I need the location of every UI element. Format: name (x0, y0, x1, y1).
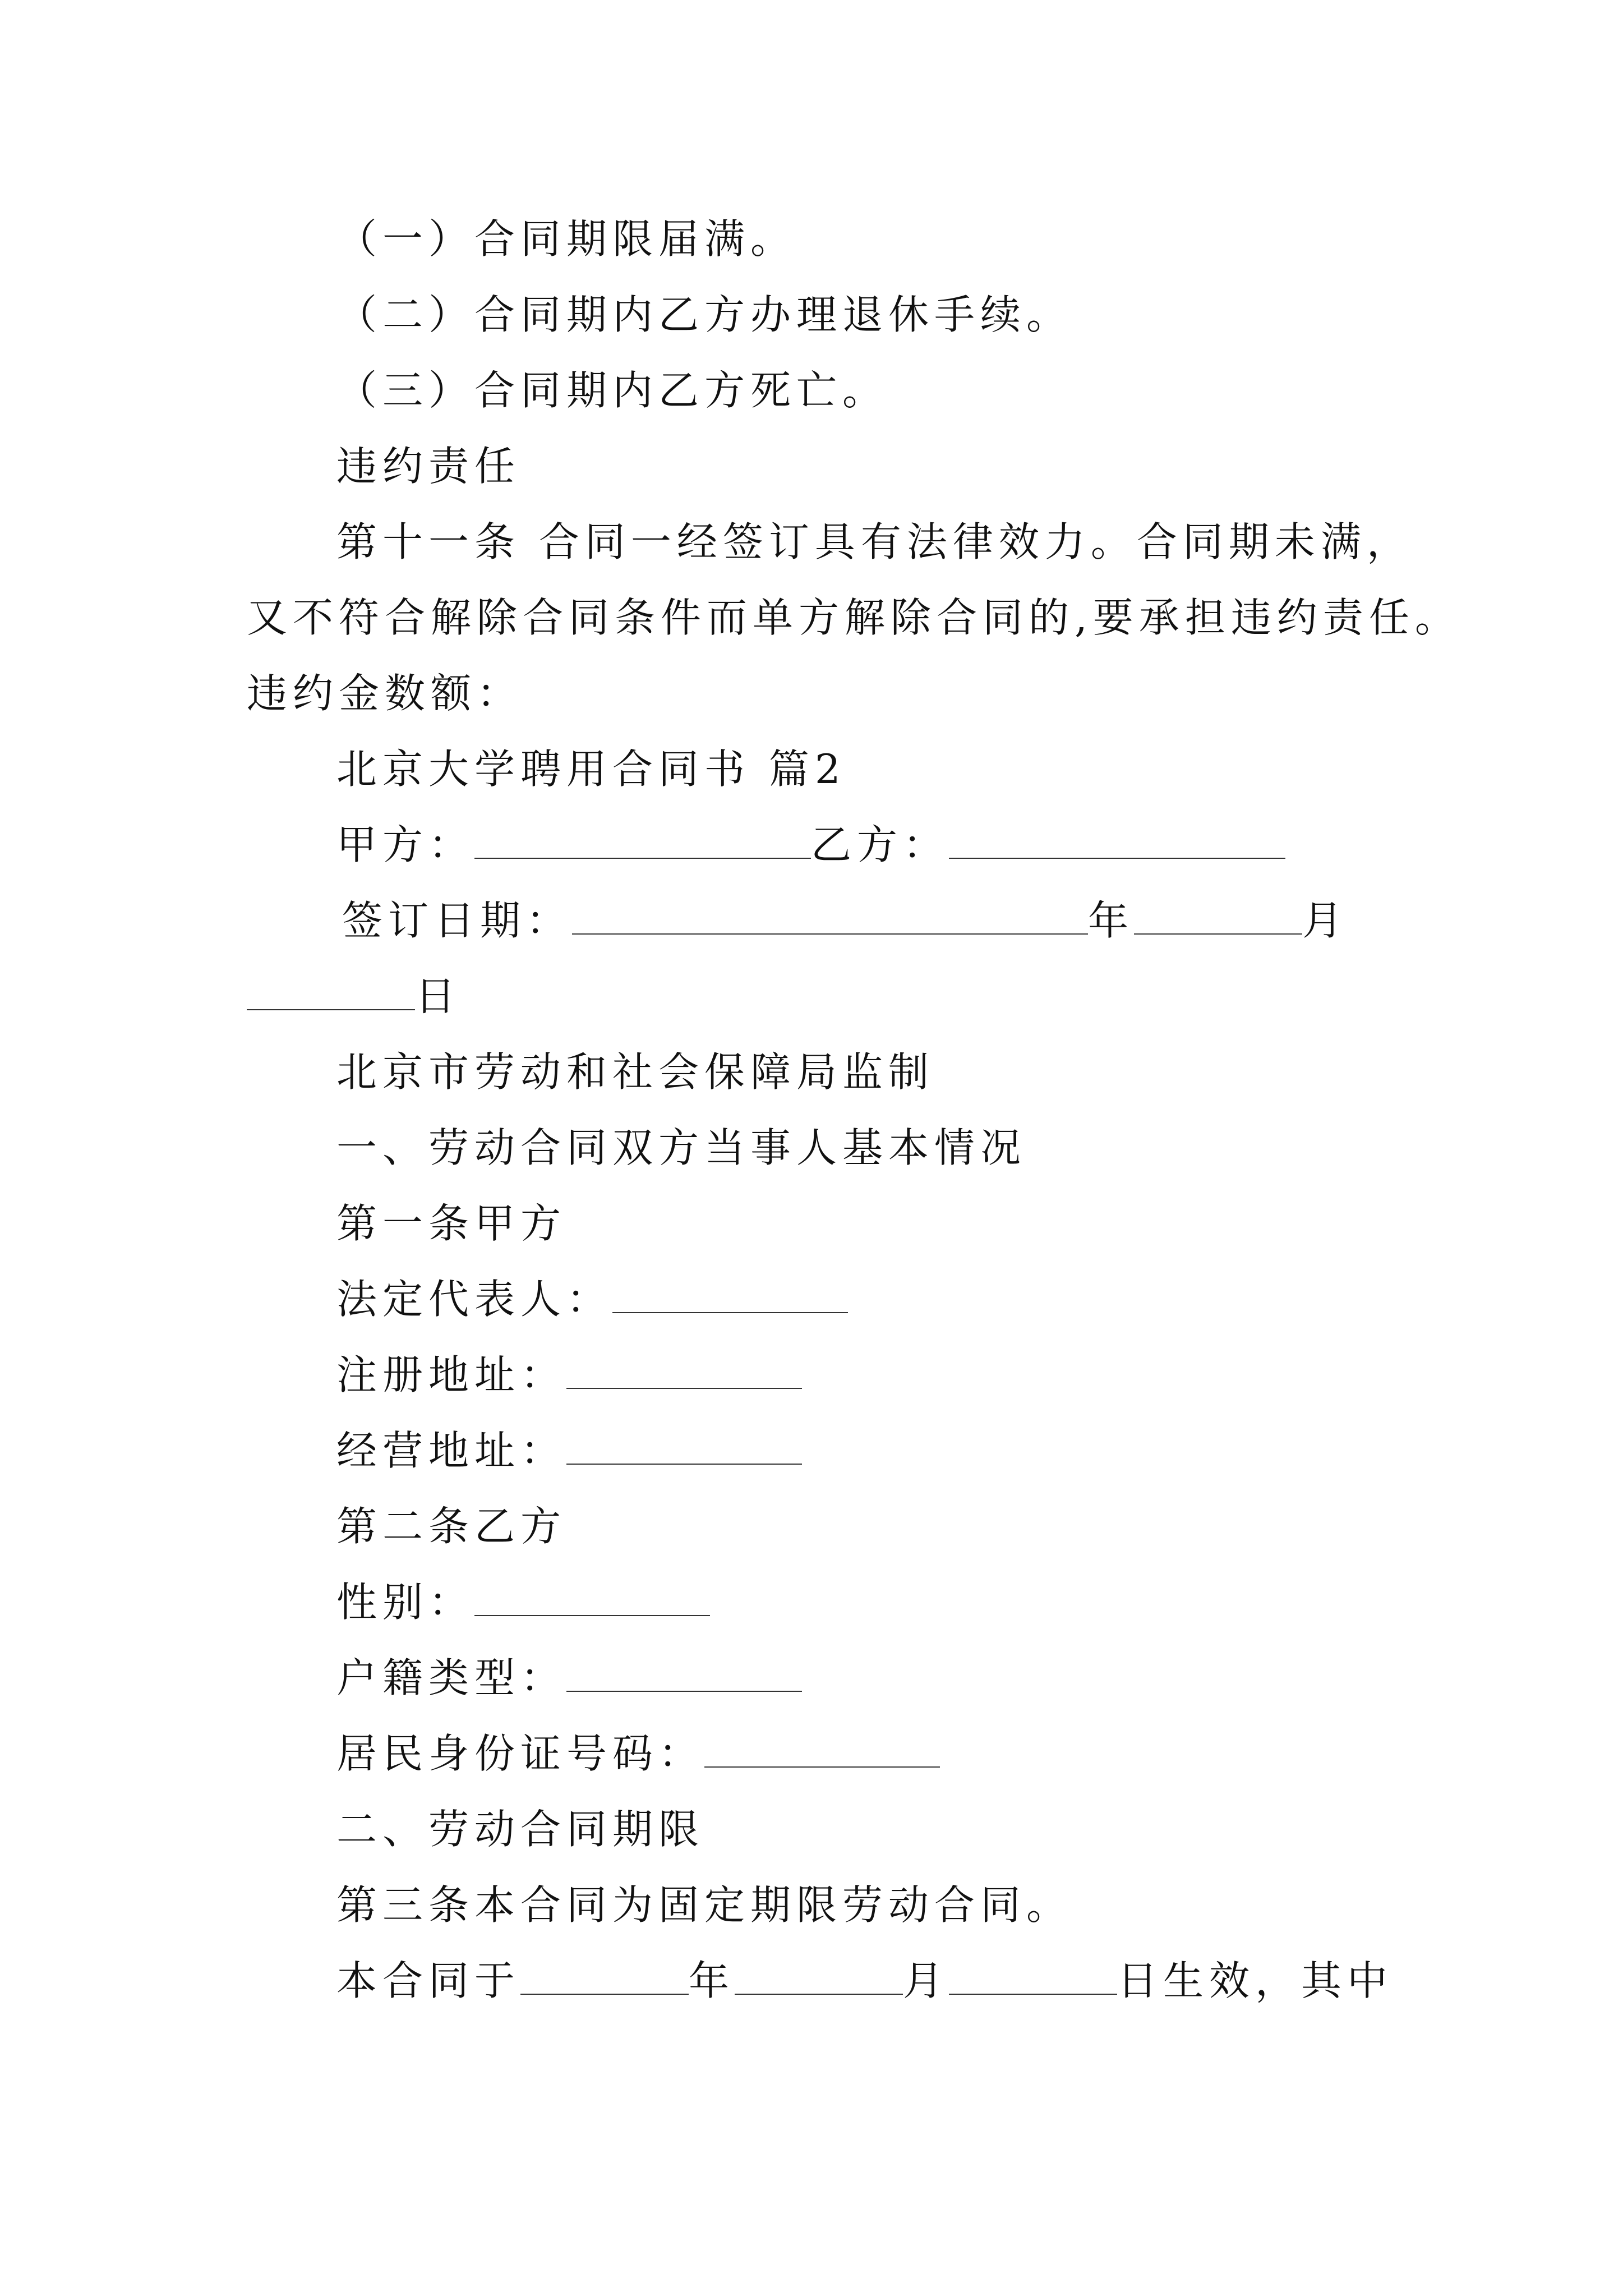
sign-date-line (342, 897, 1349, 944)
party-b-blank (949, 825, 1285, 859)
reg-address-line (336, 1351, 802, 1398)
legal-rep-line (336, 1276, 848, 1323)
gender-line (336, 1579, 710, 1626)
party-line (336, 821, 1285, 868)
article-11-line-3: 违约金数额： (247, 670, 523, 717)
article-2: 第二条乙方 (336, 1503, 567, 1550)
section-1-heading: 一、劳动合同双方当事人基本情况 (336, 1124, 1027, 1171)
article-11-line-2: 又不符合解除合同条件而单方解除合同的,要承担违约责任。 (247, 594, 1461, 641)
effective-year-label: 年 (689, 1957, 735, 2004)
gender-label: 性别： (336, 1579, 475, 1626)
clause-item-2: （二）合同期内乙方办理退休手续。 (336, 291, 1073, 338)
party-a-blank (474, 825, 811, 859)
sign-year-blank (572, 901, 1088, 935)
party-a-label: 甲方： (336, 821, 475, 868)
legal-rep-label: 法定代表人： (336, 1276, 613, 1323)
sign-month-label: 月 (1302, 897, 1349, 944)
effective-prefix: 本合同于 (336, 1957, 521, 2004)
household-line (336, 1654, 802, 1701)
sign-date-label: 签订日期： (342, 897, 573, 944)
sign-day-line (247, 973, 462, 1020)
biz-address-blank (566, 1431, 802, 1465)
effective-month-blank (735, 1961, 903, 1995)
household-blank (566, 1658, 802, 1692)
id-number-blank (704, 1734, 940, 1768)
article-11-line-1: 第十一条 合同一经签订具有法律效力。合同期未满， (336, 518, 1413, 565)
effective-month-label: 月 (903, 1957, 949, 2004)
reg-address-label: 注册地址： (336, 1351, 567, 1398)
effective-year-blank (520, 1961, 689, 1995)
supervised-by: 北京市劳动和社会保障局监制 (336, 1048, 935, 1096)
gender-blank (474, 1582, 710, 1616)
heading-breach: 违约责任 (336, 443, 521, 490)
article-3: 第三条本合同为固定期限劳动合同。 (336, 1881, 1073, 1929)
legal-rep-blank (612, 1280, 848, 1313)
sign-month-blank (1134, 901, 1302, 935)
biz-address-line (336, 1427, 802, 1474)
id-number-label: 居民身份证号码： (336, 1730, 705, 1777)
biz-address-label: 经营地址： (336, 1427, 567, 1474)
sign-day-label: 日 (415, 973, 462, 1020)
article-1: 第一条甲方 (336, 1200, 567, 1247)
household-label: 户籍类型： (336, 1654, 567, 1701)
clause-item-3: （三）合同期内乙方死亡。 (336, 367, 889, 414)
reg-address-blank (566, 1355, 802, 1389)
section-2-heading: 二、劳动合同期限 (336, 1806, 705, 1853)
sign-year-label: 年 (1088, 897, 1135, 944)
contract-title-2: 北京大学聘用合同书 篇2 (336, 746, 846, 793)
sign-day-blank (247, 977, 415, 1010)
effective-day-blank (949, 1961, 1117, 1995)
id-number-line (336, 1730, 940, 1777)
effective-date-line (336, 1957, 1394, 2004)
party-b-label: 乙方： (811, 821, 949, 868)
effective-suffix: 日生效，其中 (1117, 1957, 1394, 2004)
clause-item-1: （一）合同期限届满。 (336, 215, 797, 263)
